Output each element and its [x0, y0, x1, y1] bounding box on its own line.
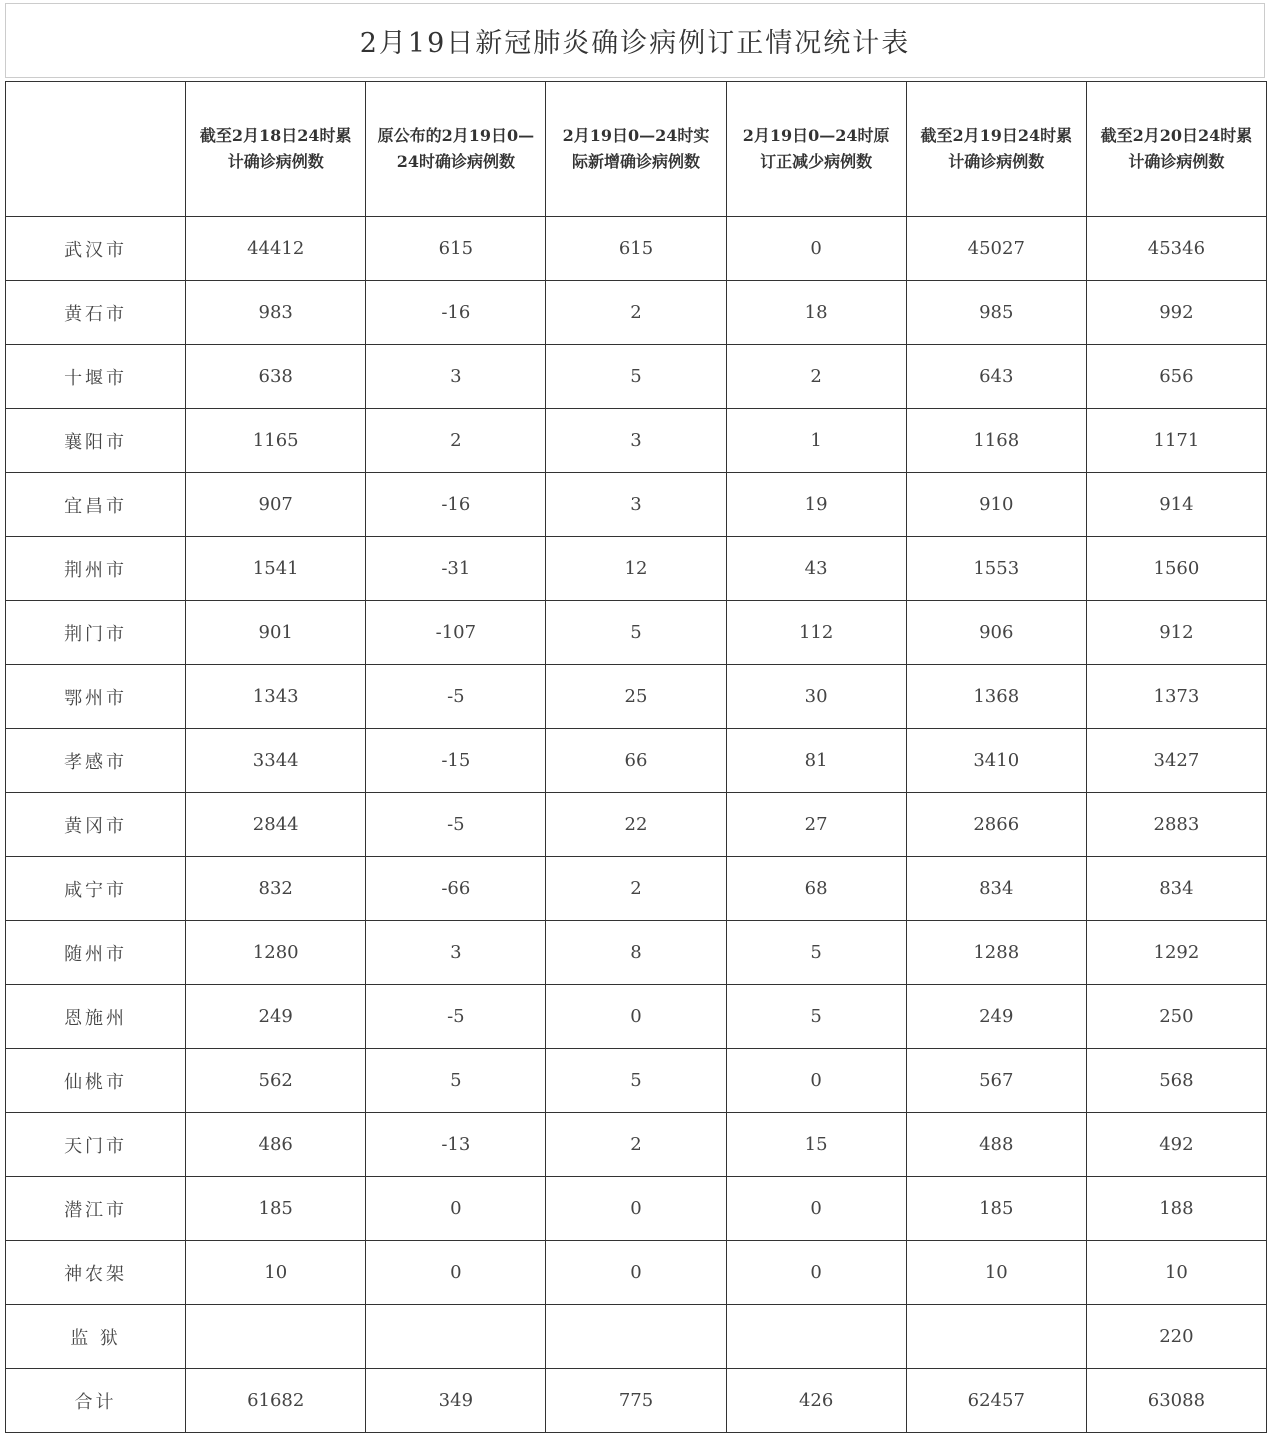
table-cell: -5 — [366, 793, 546, 857]
table-cell: 0 — [726, 217, 906, 281]
row-label: 潜江市 — [6, 1177, 186, 1241]
table-cell: 185 — [906, 1177, 1086, 1241]
table-cell: 1541 — [186, 537, 366, 601]
table-row — [6, 985, 1267, 1049]
table-cell: 3427 — [1086, 729, 1266, 793]
table-cell: 0 — [366, 1241, 546, 1305]
table-cell: 249 — [906, 985, 1086, 1049]
table-row — [6, 1049, 1267, 1113]
table-cell: 25 — [546, 665, 726, 729]
table-cell: 45346 — [1086, 217, 1266, 281]
header-cell: 截至2月18日24时累计确诊病例数 — [186, 82, 366, 217]
table-row — [6, 793, 1267, 857]
table-cell: 12 — [546, 537, 726, 601]
table-cell: 22 — [546, 793, 726, 857]
table-row — [6, 601, 1267, 665]
row-label: 黄石市 — [6, 281, 186, 345]
row-label: 恩施州 — [6, 985, 186, 1049]
table-cell — [726, 1305, 906, 1369]
table-cell: 775 — [546, 1369, 726, 1433]
table-cell: 0 — [546, 1177, 726, 1241]
table-row — [6, 409, 1267, 473]
table-cell: 5 — [546, 601, 726, 665]
table-cell: 656 — [1086, 345, 1266, 409]
table-cell: -16 — [366, 473, 546, 537]
table-cell: 567 — [906, 1049, 1086, 1113]
table-cell: 2883 — [1086, 793, 1266, 857]
table-cell: 220 — [1086, 1305, 1266, 1369]
table-cell: 643 — [906, 345, 1086, 409]
table-cell: 18 — [726, 281, 906, 345]
table-cell: 19 — [726, 473, 906, 537]
table-cell: 3344 — [186, 729, 366, 793]
table-cell: 2 — [546, 281, 726, 345]
table-cell: 5 — [366, 1049, 546, 1113]
table-row — [6, 1369, 1267, 1433]
table-cell: 0 — [726, 1177, 906, 1241]
table-row — [6, 473, 1267, 537]
table-row — [6, 345, 1267, 409]
row-label: 十堰市 — [6, 345, 186, 409]
table-cell: -5 — [366, 985, 546, 1049]
table-cell: 5 — [726, 985, 906, 1049]
row-label: 武汉市 — [6, 217, 186, 281]
table-cell: 62457 — [906, 1369, 1086, 1433]
table-cell: 832 — [186, 857, 366, 921]
header-row — [6, 82, 1267, 217]
table-cell: 68 — [726, 857, 906, 921]
row-label: 监 狱 — [6, 1305, 186, 1369]
header-cell: 截至2月19日24时累计确诊病例数 — [906, 82, 1086, 217]
table-cell: 44412 — [186, 217, 366, 281]
table-cell: 486 — [186, 1113, 366, 1177]
table-body — [6, 217, 1267, 1433]
table-cell: 3 — [366, 345, 546, 409]
table-cell: 907 — [186, 473, 366, 537]
table-cell: 81 — [726, 729, 906, 793]
table-cell: 3 — [546, 473, 726, 537]
table-cell: 1292 — [1086, 921, 1266, 985]
table-cell: 188 — [1086, 1177, 1266, 1241]
row-label: 孝感市 — [6, 729, 186, 793]
table-cell: 15 — [726, 1113, 906, 1177]
table-cell: -66 — [366, 857, 546, 921]
table-cell: 5 — [546, 1049, 726, 1113]
table-cell: 426 — [726, 1369, 906, 1433]
row-label: 荆州市 — [6, 537, 186, 601]
table-cell: 5 — [546, 345, 726, 409]
header-cell: 截至2月20日24时累计确诊病例数 — [1086, 82, 1266, 217]
header-cell: 2月19日0—24时原订正减少病例数 — [726, 82, 906, 217]
table-cell: 985 — [906, 281, 1086, 345]
table-cell: 43 — [726, 537, 906, 601]
table-cell: 10 — [906, 1241, 1086, 1305]
table-cell: 1168 — [906, 409, 1086, 473]
table-cell: -13 — [366, 1113, 546, 1177]
row-label: 鄂州市 — [6, 665, 186, 729]
table-cell: 10 — [1086, 1241, 1266, 1305]
table-cell — [546, 1305, 726, 1369]
row-label: 随州市 — [6, 921, 186, 985]
table-cell: 1 — [726, 409, 906, 473]
table-cell: 1165 — [186, 409, 366, 473]
table-cell: 615 — [546, 217, 726, 281]
row-label: 襄阳市 — [6, 409, 186, 473]
table-row — [6, 921, 1267, 985]
table-cell: 1553 — [906, 537, 1086, 601]
table-row — [6, 217, 1267, 281]
row-label: 神农架 — [6, 1241, 186, 1305]
table-cell: 1368 — [906, 665, 1086, 729]
table-cell: -5 — [366, 665, 546, 729]
table-cell: 3 — [366, 921, 546, 985]
table-cell: 834 — [906, 857, 1086, 921]
table-cell: 45027 — [906, 217, 1086, 281]
table-cell: 3 — [546, 409, 726, 473]
table-cell: 2844 — [186, 793, 366, 857]
table-cell: 901 — [186, 601, 366, 665]
table-cell: 2 — [366, 409, 546, 473]
table-cell: 910 — [906, 473, 1086, 537]
table-cell: 0 — [366, 1177, 546, 1241]
table-cell: 615 — [366, 217, 546, 281]
table-cell: 63088 — [1086, 1369, 1266, 1433]
table-cell: 349 — [366, 1369, 546, 1433]
table-cell: 250 — [1086, 985, 1266, 1049]
table-cell: 10 — [186, 1241, 366, 1305]
table-cell: 1343 — [186, 665, 366, 729]
table-cell: -15 — [366, 729, 546, 793]
table-row — [6, 857, 1267, 921]
table-row — [6, 665, 1267, 729]
table-row — [6, 1241, 1267, 1305]
table-cell: 185 — [186, 1177, 366, 1241]
title-box — [5, 3, 1265, 78]
table-cell: 983 — [186, 281, 366, 345]
row-label: 宜昌市 — [6, 473, 186, 537]
table-cell: 906 — [906, 601, 1086, 665]
row-label: 仙桃市 — [6, 1049, 186, 1113]
table-cell: 0 — [546, 1241, 726, 1305]
table-cell: 914 — [1086, 473, 1266, 537]
table-cell: -107 — [366, 601, 546, 665]
table-cell: -31 — [366, 537, 546, 601]
table-cell: 8 — [546, 921, 726, 985]
table-cell: 2 — [546, 857, 726, 921]
table-cell: -16 — [366, 281, 546, 345]
table-cell: 1288 — [906, 921, 1086, 985]
header-cell — [6, 82, 186, 217]
table-cell: 562 — [186, 1049, 366, 1113]
row-label: 荆门市 — [6, 601, 186, 665]
table-row — [6, 537, 1267, 601]
table-cell: 66 — [546, 729, 726, 793]
table-row — [6, 1113, 1267, 1177]
table-row — [6, 1177, 1267, 1241]
table-cell: 5 — [726, 921, 906, 985]
table-cell: 0 — [546, 985, 726, 1049]
table-cell: 638 — [186, 345, 366, 409]
table-row — [6, 281, 1267, 345]
table-cell: 568 — [1086, 1049, 1266, 1113]
table-cell: 1373 — [1086, 665, 1266, 729]
table-cell — [366, 1305, 546, 1369]
header-cell: 2月19日0—24时实际新增确诊病例数 — [546, 82, 726, 217]
table-cell: 30 — [726, 665, 906, 729]
table-cell: 488 — [906, 1113, 1086, 1177]
row-label: 黄冈市 — [6, 793, 186, 857]
table-cell: 1560 — [1086, 537, 1266, 601]
table-cell: 912 — [1086, 601, 1266, 665]
table-cell: 1280 — [186, 921, 366, 985]
table-cell: 112 — [726, 601, 906, 665]
stats-table — [5, 81, 1267, 1433]
table-cell: 992 — [1086, 281, 1266, 345]
header-cell: 原公布的2月19日0—24时确诊病例数 — [366, 82, 546, 217]
table-cell: 27 — [726, 793, 906, 857]
table-row — [6, 729, 1267, 793]
table-cell: 0 — [726, 1241, 906, 1305]
table-cell: 2 — [546, 1113, 726, 1177]
table-cell: 249 — [186, 985, 366, 1049]
row-label: 合计 — [6, 1369, 186, 1433]
table-cell: 3410 — [906, 729, 1086, 793]
table-cell: 1171 — [1086, 409, 1266, 473]
row-label: 天门市 — [6, 1113, 186, 1177]
table-cell: 492 — [1086, 1113, 1266, 1177]
table-cell — [186, 1305, 366, 1369]
table-cell: 61682 — [186, 1369, 366, 1433]
table-cell: 834 — [1086, 857, 1266, 921]
table-cell — [906, 1305, 1086, 1369]
table-cell: 0 — [726, 1049, 906, 1113]
table-cell: 2866 — [906, 793, 1086, 857]
row-label: 咸宁市 — [6, 857, 186, 921]
table-title: 2月19日新冠肺炎确诊病例订正情况统计表 — [359, 28, 911, 59]
table-row — [6, 1305, 1267, 1369]
table-cell: 2 — [726, 345, 906, 409]
